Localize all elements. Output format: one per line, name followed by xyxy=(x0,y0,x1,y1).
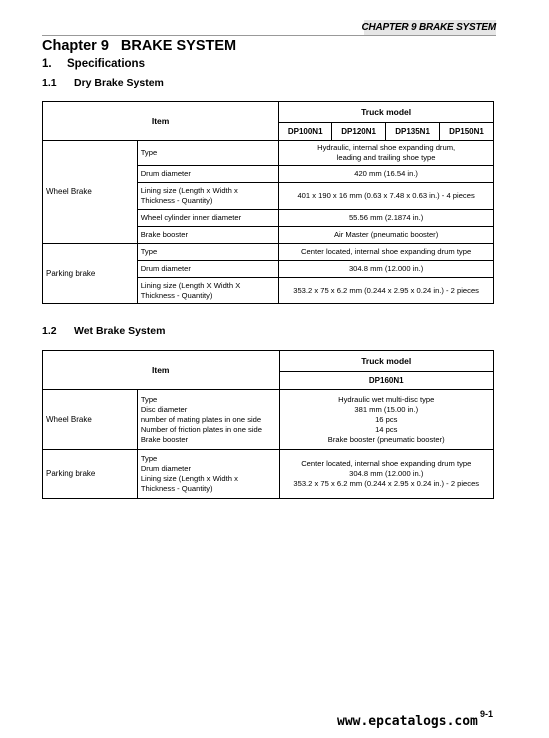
row-label: Lining size (Length x Width x Thickness - Quantity) xyxy=(137,183,279,210)
model-cell: DP135N1 xyxy=(386,123,440,141)
row-labels: Type Disc diameter number of mating plates in one side Number of friction plates in one side Brake booster xyxy=(137,390,279,450)
model-cell: DP100N1 xyxy=(279,123,332,141)
subsection-heading-wet: 1.2 Wet Brake System xyxy=(42,325,166,337)
running-header: CHAPTER 9 BRAKE SYSTEM xyxy=(361,22,496,33)
wheel-brake-label: Wheel Brake xyxy=(43,141,138,244)
subsection-heading-dry: 1.1 Dry Brake System xyxy=(42,77,164,89)
truck-model-header: Truck model xyxy=(279,102,494,123)
row-label: Brake booster xyxy=(137,227,279,244)
row-values: Hydraulic wet multi-disc type 381 mm (15.00 in.) 16 pcs 14 pcs Brake booster (pneumatic booster) xyxy=(279,390,494,450)
wet-brake-table xyxy=(42,350,494,499)
row-label: Drum diameter xyxy=(137,166,279,183)
parking-brake-label: Parking brake xyxy=(43,244,138,304)
row-value: 304.8 mm (12.000 in.) xyxy=(279,261,494,278)
row-label: Wheel cylinder inner diameter xyxy=(137,210,279,227)
row-label: Lining size (Length X Width X Thickness - Quantity) xyxy=(137,278,279,304)
model-cell: DP160N1 xyxy=(279,372,494,390)
item-header: Item xyxy=(43,351,280,390)
row-label: Drum diameter xyxy=(137,261,279,278)
row-value: Air Master (pneumatic booster) xyxy=(279,227,494,244)
row-labels: Type Drum diameter Lining size (Length x Width x Thickness - Quantity) xyxy=(137,450,279,499)
chapter-number: Chapter 9 xyxy=(42,38,109,54)
parking-brake-label: Parking brake xyxy=(43,450,138,499)
model-cell: DP120N1 xyxy=(332,123,386,141)
row-label: Type xyxy=(137,141,279,166)
row-value: 55.56 mm (2.1874 in.) xyxy=(279,210,494,227)
page-number: 9-1 xyxy=(480,709,494,719)
row-value: Center located, internal shoe expanding drum type xyxy=(279,244,494,261)
header-rule xyxy=(42,35,496,36)
row-value: 420 mm (16.54 in.) xyxy=(279,166,494,183)
dry-brake-table xyxy=(42,101,494,304)
truck-model-header: Truck model xyxy=(279,351,494,372)
row-value: 401 x 190 x 16 mm (0.63 x 7.48 x 0.63 in.) - 4 pieces xyxy=(279,183,494,210)
row-label: Type xyxy=(137,244,279,261)
chapter-name: BRAKE SYSTEM xyxy=(120,38,237,54)
item-header: Item xyxy=(43,102,279,141)
model-cell: DP150N1 xyxy=(440,123,494,141)
section-heading: 1. Specifications xyxy=(42,58,145,70)
chapter-title xyxy=(42,38,236,54)
wheel-brake-label: Wheel Brake xyxy=(43,390,138,450)
row-value: 353.2 x 75 x 6.2 mm (0.244 x 2.95 x 0.24 in.) - 2 pieces xyxy=(279,278,494,304)
row-values: Center located, internal shoe expanding drum type 304.8 mm (12.000 in.) 353.2 x 75 x 6.2 mm (0.244 x 2.95 x 0.24 in.) - 2 pieces xyxy=(279,450,494,499)
row-value: Hydraulic, internal shoe expanding drum, leading and trailing shoe type xyxy=(279,141,494,166)
watermark-url: www.epcatalogs.com xyxy=(337,714,478,729)
